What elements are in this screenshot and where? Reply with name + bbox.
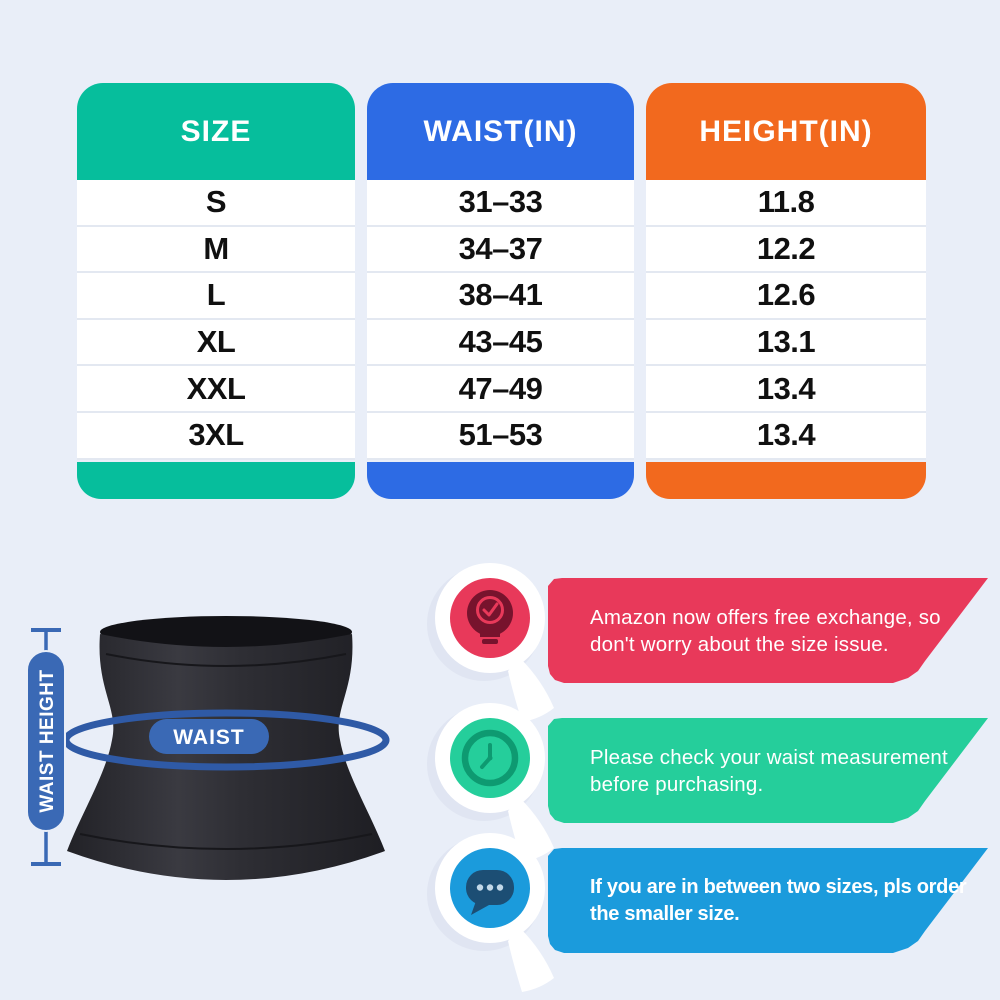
size-table bbox=[77, 83, 926, 499]
callout-line: don't worry about the size issue. bbox=[590, 632, 889, 656]
callout-line: Amazon now offers free exchange, so bbox=[590, 605, 941, 629]
callout-between-sizes bbox=[420, 830, 1000, 1000]
waist-cell: 51–53 bbox=[367, 413, 634, 460]
size-cell: M bbox=[77, 227, 355, 274]
callout-badge-blue bbox=[420, 830, 590, 1000]
table-column-waist bbox=[367, 83, 634, 499]
size-cells bbox=[77, 180, 355, 460]
height-cell: 13.1 bbox=[646, 320, 926, 367]
callout-line: the smaller size. bbox=[590, 902, 740, 925]
height-cell: 11.8 bbox=[646, 180, 926, 227]
height-cells bbox=[646, 180, 926, 460]
size-cell: XXL bbox=[77, 366, 355, 413]
waist-cell: 43–45 bbox=[367, 320, 634, 367]
callout-line: before purchasing. bbox=[590, 772, 764, 796]
column-header-size: SIZE bbox=[77, 83, 355, 180]
height-cell: 12.6 bbox=[646, 273, 926, 320]
waist-trainer-diagram bbox=[0, 575, 460, 915]
column-footer-height bbox=[646, 462, 926, 499]
column-footer-waist bbox=[367, 462, 634, 499]
column-header-height: HEIGHT(IN) bbox=[646, 83, 926, 180]
waist-cell: 38–41 bbox=[367, 273, 634, 320]
callout-line: Please check your waist measurement bbox=[590, 745, 948, 769]
height-cell: 12.2 bbox=[646, 227, 926, 274]
height-cell: 13.4 bbox=[646, 413, 926, 460]
waist-cell: 34–37 bbox=[367, 227, 634, 274]
size-cell: XL bbox=[77, 320, 355, 367]
table-column-size bbox=[77, 83, 355, 499]
size-cell: 3XL bbox=[77, 413, 355, 460]
size-cell: L bbox=[77, 273, 355, 320]
callout-text-between-sizes bbox=[568, 848, 980, 953]
table-column-height bbox=[646, 83, 926, 499]
waist-cell: 31–33 bbox=[367, 180, 634, 227]
waist-height-label: WAIST HEIGHT bbox=[37, 669, 58, 813]
callout-text-free-exchange bbox=[568, 578, 980, 683]
height-cell: 13.4 bbox=[646, 366, 926, 413]
size-cell: S bbox=[77, 180, 355, 227]
column-footer-size bbox=[77, 462, 355, 499]
callout-line: If you are in between two sizes, pls order bbox=[590, 875, 967, 898]
callout-text-check-measurement bbox=[568, 718, 980, 823]
waist-cells bbox=[367, 180, 634, 460]
column-header-waist: WAIST(IN) bbox=[367, 83, 634, 180]
waist-cell: 47–49 bbox=[367, 366, 634, 413]
waist-label: WAIST bbox=[173, 726, 245, 749]
